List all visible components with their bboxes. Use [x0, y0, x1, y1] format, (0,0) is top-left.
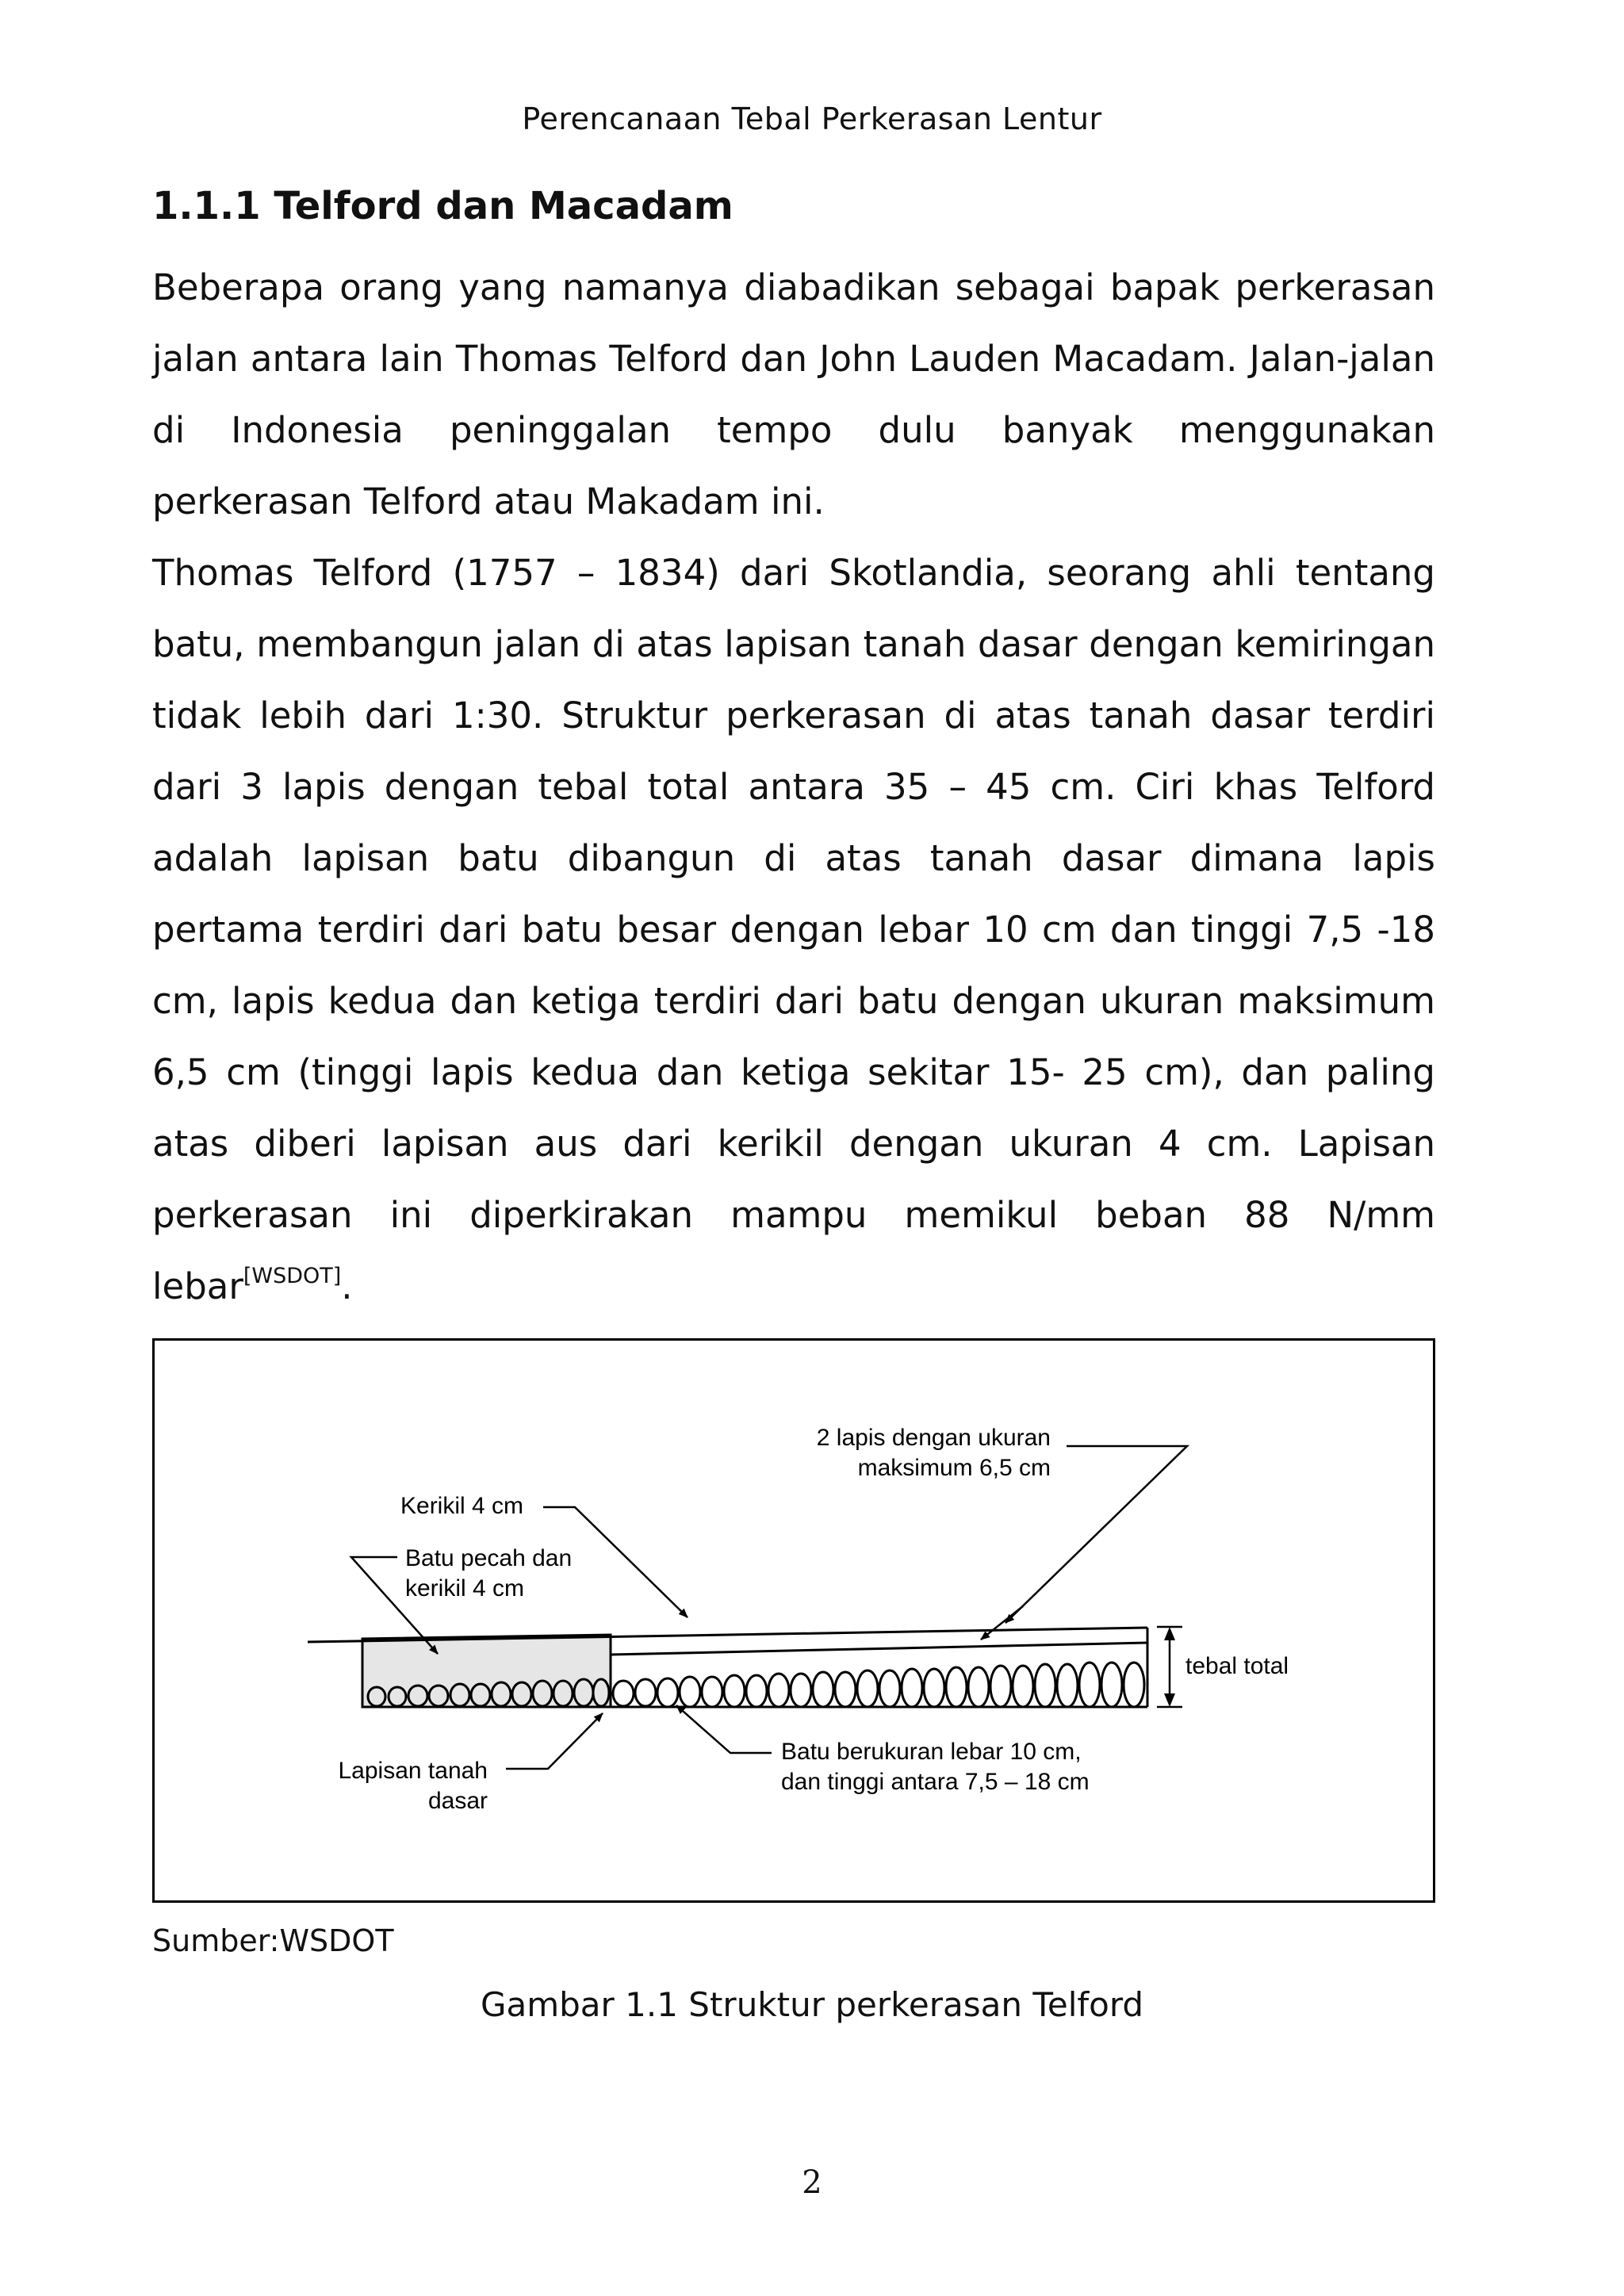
large-base-stones	[613, 1663, 1144, 1707]
leader-two-layers-branch	[981, 1606, 1023, 1640]
figure-source: Sumber:WSDOT	[152, 1923, 394, 1958]
dimension-arrow-bottom	[1164, 1693, 1175, 1707]
label-total-thickness: tebal total	[1185, 1653, 1289, 1679]
road-surface-line	[308, 1628, 1147, 1642]
label-stones-line1: Batu berukuran lebar 10 cm,	[781, 1739, 1082, 1765]
label-subgrade-line1: Lapisan tanah	[338, 1758, 488, 1784]
running-header: Perencanaan Tebal Perkerasan Lentur	[522, 101, 1102, 136]
label-two-layers-line2: maksimum 6,5 cm	[857, 1455, 1051, 1481]
telford-diagram	[155, 1341, 1433, 1900]
figure-telford-structure	[152, 1338, 1435, 1903]
label-crushed-line2: kerikil 4 cm	[405, 1575, 525, 1601]
leader-stones	[676, 1705, 772, 1753]
label-subgrade-line2: dasar	[427, 1788, 488, 1814]
label-stones-line2: dan tinggi antara 7,5 – 18 cm	[781, 1769, 1090, 1795]
body-text	[152, 252, 1435, 1322]
figure-caption: Gambar 1.1 Struktur perkerasan Telford	[480, 1985, 1144, 2024]
label-gravel: Kerikil 4 cm	[400, 1493, 524, 1519]
dimension-arrow-top	[1164, 1627, 1175, 1640]
citation-reference: [WSDOT]	[243, 1264, 342, 1288]
paragraph-telford-end: .	[341, 1265, 353, 1307]
paragraph-telford	[152, 538, 1435, 1322]
paragraph-intro: Beberapa orang yang namanya diabadikan sebagai bapak perkerasan jalan antara lain Thomas Telford dan John Lauden Macadam. Jalan-jalan di Indonesia peninggalan tempo dulu banyak menggunakan perkerasan Telford atau Makadam ini.	[152, 266, 1435, 522]
section-heading: 1.1.1 Telford dan Macadam	[152, 184, 733, 228]
page-number: 2	[802, 2164, 822, 2201]
leader-subgrade	[506, 1713, 603, 1769]
paragraph-telford-text: Thomas Telford (1757 – 1834) dari Skotlandia, seorang ahli tentang batu, membangun jalan di atas lapisan tanah dasar dengan kemiringan tidak lebih dari 1:30. Struktur perkerasan di atas tanah dasar terdiri dari 3 lapis dengan tebal total antara 35 – 45 cm. Ciri khas Telford adalah lapisan batu dibangun di atas tanah dasar dimana lapis pertama terdiri dari batu besar dengan lebar 10 cm dan tinggi 7,5 -18 cm, lapis kedua dan ketiga terdiri dari batu dengan ukuran maksimum 6,5 cm (tinggi lapis kedua dan ketiga sekitar 15- 25 cm), dan paling atas diberi lapisan aus dari kerikil dengan ukuran 4 cm. Lapisan perkerasan ini diperkirakan mampu memikul beban 88 N/mm lebar	[152, 552, 1435, 1307]
gravel-layer-line	[611, 1643, 1147, 1655]
label-two-layers-line1: 2 lapis dengan ukuran	[816, 1425, 1051, 1451]
label-crushed-line1: Batu pecah dan	[405, 1545, 573, 1571]
